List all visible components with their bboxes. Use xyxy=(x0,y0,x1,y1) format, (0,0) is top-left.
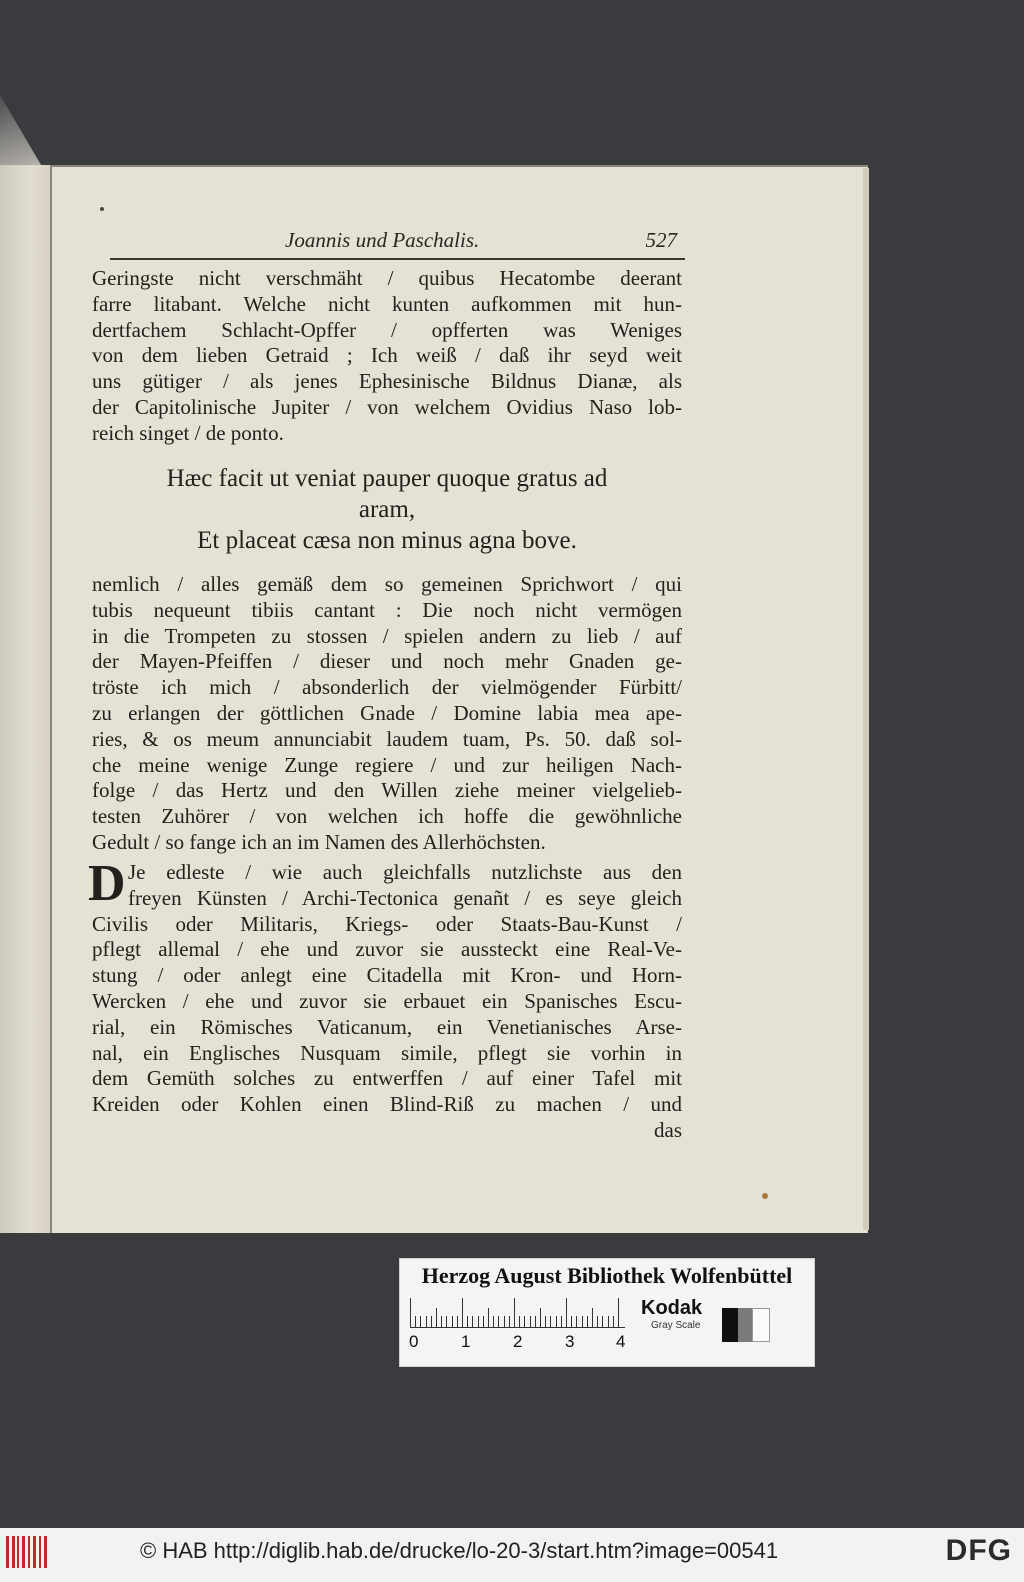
quote-line: aram, xyxy=(358,496,416,523)
ruler-tick xyxy=(540,1308,541,1328)
ruler-tick xyxy=(431,1316,432,1328)
text-line: farre litabant. Welche nicht kunten aufkommen mit hun- xyxy=(92,291,682,316)
drop-capital: D xyxy=(88,855,126,912)
text-line: zu erlangen der göttlichen Gnade / Domine labia mea ape- xyxy=(92,700,682,725)
ruler-tick xyxy=(426,1316,427,1328)
ruler-tick xyxy=(504,1316,505,1328)
ruler-tick xyxy=(514,1298,515,1328)
ruler-tick xyxy=(582,1316,583,1328)
text-line: tubis nequeunt tibiis cantant : Die noch nicht vermögen xyxy=(92,597,682,622)
ruler-tick xyxy=(535,1316,536,1328)
text-line: nal, ein Englisches Nusquam simile, pflegt sie vorhin in xyxy=(92,1040,682,1065)
barcode-icon xyxy=(6,1536,48,1568)
paragraph-2 xyxy=(92,572,682,856)
ruler-tick xyxy=(592,1308,593,1328)
ruler-tick xyxy=(571,1316,572,1328)
text-line: in die Trompeten zu stossen / spielen andern zu lieb / auf xyxy=(92,623,682,648)
swatch-gray xyxy=(738,1308,752,1342)
ruler-tick xyxy=(488,1308,489,1328)
ruler-tick xyxy=(576,1316,577,1328)
ruler-tick xyxy=(462,1298,463,1328)
ruler-tick xyxy=(561,1316,562,1328)
quote-line: Hæc facit ut veniat pauper quoque gratus ad xyxy=(166,465,608,492)
kodak-brand: Kodak xyxy=(641,1297,703,1319)
paragraph-1 xyxy=(92,266,682,447)
text-line: Wercken / ehe und zuvor sie erbauet ein Spanisches Escu- xyxy=(92,988,682,1013)
ruler-tick xyxy=(602,1316,603,1328)
ruler-tick xyxy=(493,1316,494,1328)
scale-number: 4 xyxy=(616,1332,626,1351)
latin-quote xyxy=(92,463,682,556)
ruler-tick xyxy=(519,1316,520,1328)
text-line: tröste ich mich / absonderlich der vielmögender Fürbitt/ xyxy=(92,675,682,700)
ink-dot xyxy=(100,207,104,211)
ruler-tick xyxy=(618,1298,619,1328)
ruler-tick xyxy=(452,1316,453,1328)
text-line: che meine wenige Zunge regiere / und zur heiligen Nach- xyxy=(92,752,682,777)
library-name: Herzog August Bibliothek Wolfenbüttel xyxy=(421,1263,793,1288)
ruler-tick xyxy=(608,1316,609,1328)
ruler-tick xyxy=(441,1316,442,1328)
header-rule xyxy=(110,258,685,260)
dfg-logo: DFG xyxy=(945,1534,1012,1567)
ruler-tick xyxy=(524,1316,525,1328)
text-line: Gedult / so fange ich an im Namen des Allerhöchsten. xyxy=(92,829,546,854)
text-line: pflegt allemal / ehe und zuvor sie aussteckt eine Real-Ve- xyxy=(92,937,682,962)
ruler-tick xyxy=(457,1316,458,1328)
ruler-tick xyxy=(566,1298,567,1328)
ruler-tick xyxy=(467,1316,468,1328)
text-line: stung / oder anlegt eine Citadella mit Kron- und Horn- xyxy=(92,963,682,988)
ruler-tick xyxy=(509,1316,510,1328)
ruler-tick xyxy=(420,1316,421,1328)
ruler-tick xyxy=(478,1316,479,1328)
ruler-tick xyxy=(613,1316,614,1328)
source-url[interactable]: © HAB http://diglib.hab.de/drucke/lo-20-3/start.htm?image=00541 xyxy=(140,1538,779,1563)
text-line: Geringste nicht verschmäht / quibus Hecatombe deerant xyxy=(92,266,682,290)
catchword: das xyxy=(654,1117,682,1142)
ruler-tick xyxy=(498,1316,499,1328)
footer-bar xyxy=(0,1528,1024,1582)
text-line: von dem lieben Getraid ; Ich weiß / daß ihr seyd weit xyxy=(92,343,682,368)
text-line: dertfachem Schlacht-Opffer / opfferten was Weniges xyxy=(92,317,682,342)
text-line: der Capitolinische Jupiter / von welchem Ovidius Naso lob- xyxy=(92,394,682,419)
text-line: testen Zuhörer / von welchen ich hoffe die gewöhnliche xyxy=(92,804,682,829)
scale-number: 1 xyxy=(461,1332,471,1351)
paragraph-3 xyxy=(92,860,682,1144)
ruler-tick xyxy=(415,1316,416,1328)
running-title: Joannis und Paschalis. xyxy=(285,228,480,252)
facing-page-fold xyxy=(0,95,44,170)
text-line: rial, ein Römisches Vaticanum, ein Venetianisches Arse- xyxy=(92,1014,682,1039)
ruler-scale xyxy=(410,1296,625,1328)
ruler-tick xyxy=(556,1316,557,1328)
ruler-tick xyxy=(472,1316,473,1328)
swatch-white xyxy=(752,1308,770,1342)
ruler-tick xyxy=(483,1316,484,1328)
text-line: ries, & os meum annunciabit laudem tuam, Ps. 50. daß sol- xyxy=(92,726,682,751)
text-line: der Mayen-Pfeiffen / dieser und noch mehr Gnaden ge- xyxy=(92,649,682,674)
ruler-tick xyxy=(587,1316,588,1328)
text-line: reich singet / de ponto. xyxy=(92,420,284,445)
foxing-spot xyxy=(762,1193,768,1199)
text-line: uns gütiger / als jenes Ephesinische Bildnus Dianæ, als xyxy=(92,369,682,394)
ruler-tick xyxy=(410,1298,411,1328)
ruler-tick xyxy=(446,1316,447,1328)
ruler-tick xyxy=(597,1316,598,1328)
facing-page-edge xyxy=(0,165,50,1233)
ruler-tick xyxy=(545,1316,546,1328)
text-line: Kreiden oder Kohlen einen Blind-Riß zu machen / und xyxy=(92,1092,682,1117)
ruler-tick xyxy=(530,1316,531,1328)
page-header xyxy=(110,228,685,256)
scale-number: 2 xyxy=(513,1332,523,1351)
ruler-tick xyxy=(436,1308,437,1328)
scale-number: 3 xyxy=(565,1332,575,1351)
page-edge xyxy=(863,168,869,1230)
gray-scale-label: Gray Scale xyxy=(651,1320,701,1331)
scale-number: 0 xyxy=(409,1332,419,1351)
text-line: Je edleste / wie auch gleichfalls nutzlichste aus den xyxy=(128,860,682,884)
text-line: Civilis oder Militaris, Kriegs- oder Staats-Bau-Kunst / xyxy=(92,911,682,936)
swatch-black xyxy=(722,1308,738,1342)
text-line: dem Gemüth solches zu entwerffen / auf einer Tafel mit xyxy=(92,1066,682,1091)
text-line: nemlich / alles gemäß dem so gemeinen Sprichwort / qui xyxy=(92,572,682,596)
text-line: freyen Künsten / Archi-Tectonica genañt / es seye gleich xyxy=(128,885,682,910)
text-line: folge / das Hertz und den Willen ziehe meiner vielgelieb- xyxy=(92,778,682,803)
ruler-tick xyxy=(550,1316,551,1328)
page-number: 527 xyxy=(645,228,677,252)
quote-line: Et placeat cæsa non minus agna bove. xyxy=(197,527,577,554)
